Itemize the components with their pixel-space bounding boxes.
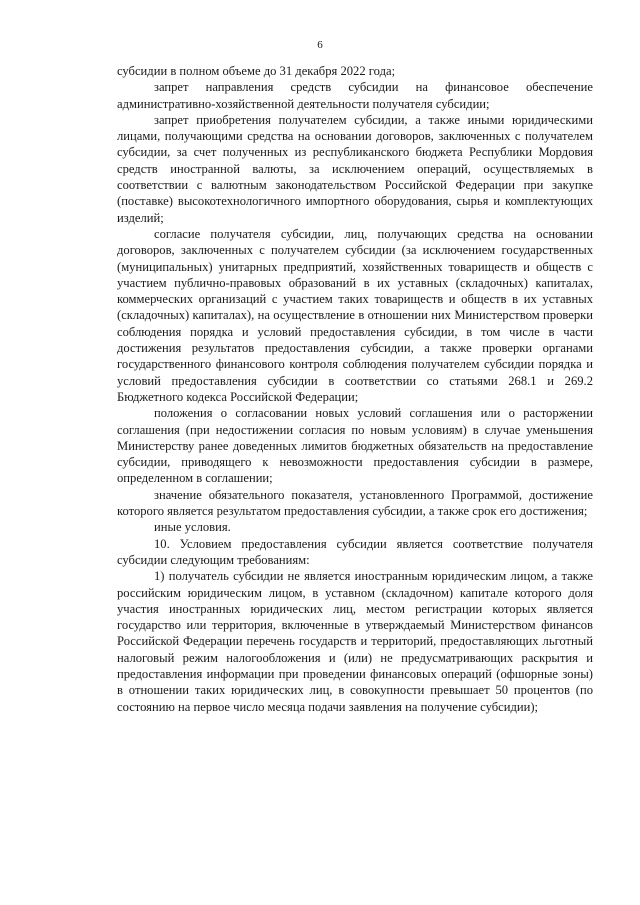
paragraph-mandatory-indicator: значение обязательного показателя, установленного Программой, достижение которого является результатом предоставления субсидии, а также срок его достижения; bbox=[117, 487, 593, 519]
paragraph-admin-expense-ban: запрет направления средств субсидии на финансовое обеспечение административно-хозяйственной деятельности получателя субсидии; bbox=[117, 80, 593, 111]
paragraph-inspection-consent: согласие получателя субсидии, лиц, получающих средства на основании договоров, заключенных с получателем субсидии (за исключением государственных (муниципальных) унитарных предприятий, хозяйственных товариществ и обществ с участием публично-правовых образований в их уставных (складочных) капиталах, коммерческих организаций с участием таких товариществ и обществ в их уставных (складочных) капиталах), на осуществление в отношении них Министерством проверки соблюдения порядка и условий предоставления субсидии, в том числе в части достижения результатов предоставления субсидии, а также проверки органами государственного финансового контроля соблюдения получателем субсидии порядка и условий предоставления субсидии в соответствии со статьями 268.1 и 269.2 Бюджетного кодекса Российской Федерации; bbox=[117, 226, 593, 404]
paragraph-clause-10: 10. Условием предоставления субсидии является соответствие получателя субсидии следующим требованиям: bbox=[117, 536, 593, 567]
paragraph-requirement-1: 1) получатель субсидии не является иностранным юридическим лицом, а также российским юридическим лицом, в уставном (складочном) капитале которого доля участия иностранных юридических лиц, местом регистрации которых является государство или территория, включенные в утверждаемый Министерством финансов Российской Федерации перечень государств и территорий, предоставляющих льготный налоговый режим налогообложения и (или) не предусматривающих раскрытия и предоставления информации при проведении финансовых операций (офшорные зоны) в отношении таких юридических лиц, в совокупности превышает 50 процентов (по состоянию на первое число месяца подачи заявления на получение субсидии); bbox=[117, 569, 593, 714]
paragraph-subsidy-deadline: субсидии в полном объеме до 31 декабря 2022 года; bbox=[117, 64, 396, 78]
document-body bbox=[117, 63, 593, 715]
paragraph-agreement-renegotiation: положения о согласовании новых условий соглашения или о расторжении соглашения (при недостижении согласия по новым условиям) в случае уменьшения Министерству ранее доведенных лимитов бюджетных обязательств на предоставление субсидии, приводящего к невозможности предоставления субсидии в размере, определенном в соглашении; bbox=[117, 406, 593, 486]
paragraph-other-conditions: иные условия. bbox=[154, 520, 231, 535]
paragraph-currency-purchase-ban: запрет приобретения получателем субсидии, а также иными юридическими лицами, получающими средства на основании договоров, заключенных с получателем субсидии, за счет полученных из республиканского бюджета Республики Мордовия средств иностранной валюты, за исключением операций, осуществляемых в соответствии с валютным законодательством Российской Федерации при закупке (поставке) высокотехнологичного импортного оборудования, сырья и комплектующих изделий; bbox=[117, 112, 593, 225]
page-number: 6 bbox=[317, 39, 323, 51]
